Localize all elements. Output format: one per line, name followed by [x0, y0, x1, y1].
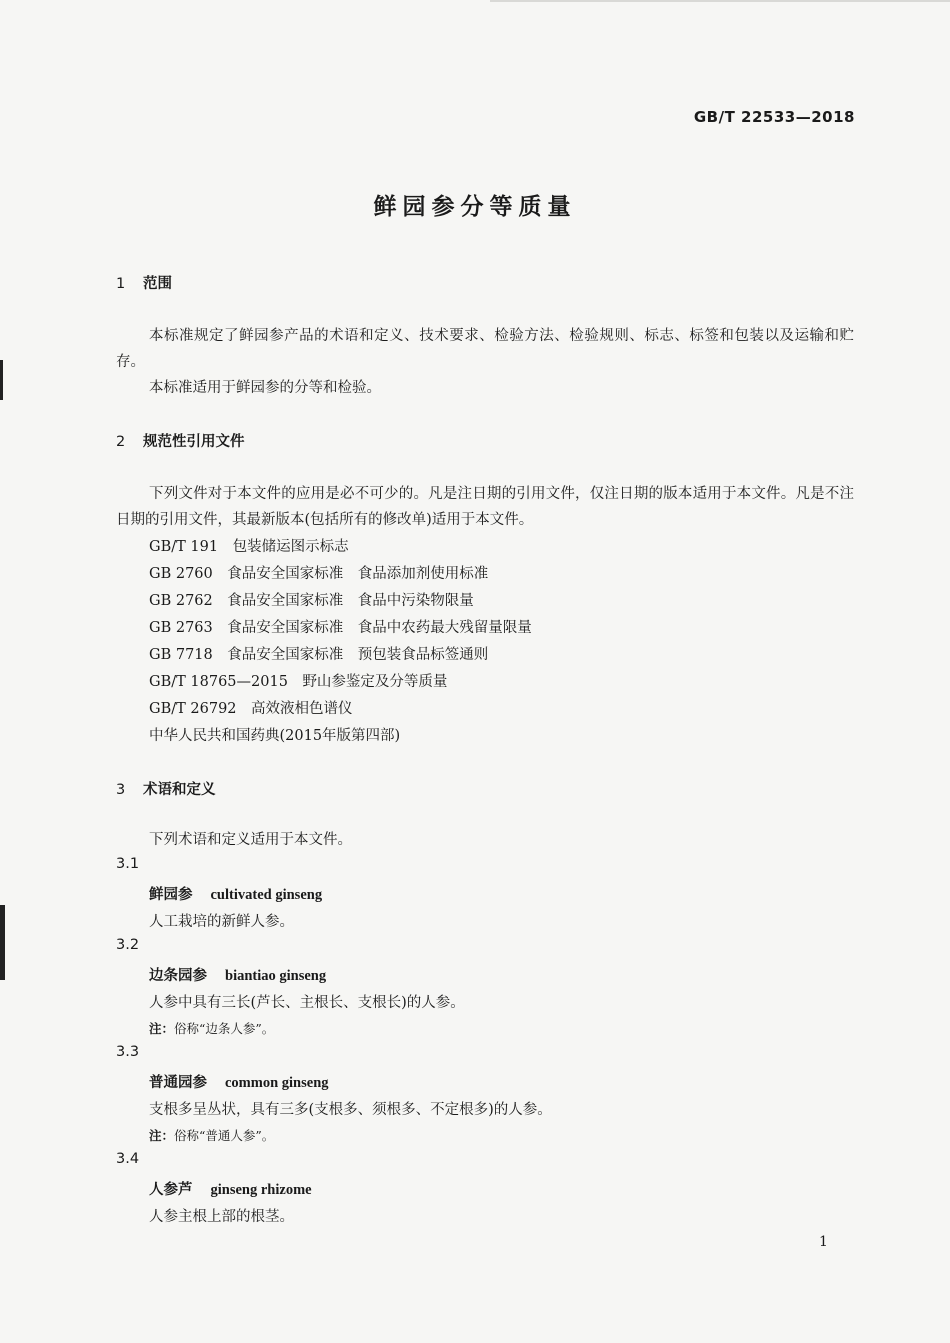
term-number: 3.2 — [116, 937, 140, 953]
reference-title: 包装储运图示标志 — [232, 539, 349, 555]
term-note — [149, 1126, 274, 1144]
reference-code: GB/T 18765—2015 — [149, 674, 288, 690]
section-number: 3 — [116, 782, 126, 798]
term-en: common ginseng — [225, 1075, 329, 1091]
note-text: 俗称“边条人参”。 — [174, 1021, 275, 1036]
reference-code: GB/T 191 — [149, 539, 219, 555]
section-title: 范围 — [143, 276, 172, 292]
section-heading — [116, 272, 172, 293]
reference-item — [149, 670, 447, 691]
paragraph: 下列文件对于本文件的应用是必不可少的。凡是注日期的引用文件，仅注日期的版本适用于本文件。凡是不注日期的引用文件，其最新版本(包括所有的修改单)适用于本文件。 — [116, 486, 854, 528]
paragraph: 下列术语和定义适用于本文件。 — [149, 832, 352, 848]
term-heading — [149, 1071, 329, 1092]
reference-title: 中华人民共和国药典(2015年版第四部) — [149, 728, 401, 744]
note-label: 注： — [149, 1128, 175, 1143]
term-zh: 普通园参 — [149, 1074, 207, 1091]
standard-code: GB/T 22533—2018 — [693, 108, 855, 126]
section-heading — [116, 430, 245, 451]
document-title: 鲜园参分等质量 — [373, 194, 577, 220]
term-heading — [149, 883, 322, 904]
term-en: ginseng rhizome — [210, 1182, 312, 1198]
term-heading — [149, 964, 326, 985]
reference-code: GB 2760 — [149, 566, 213, 582]
reference-item — [149, 589, 474, 610]
reference-title: 高效液相色谱仪 — [251, 701, 353, 717]
section-heading — [116, 778, 216, 799]
term-zh: 人参芦 — [149, 1181, 193, 1198]
term-number: 3.4 — [116, 1151, 140, 1167]
reference-title: 食品安全国家标准 食品添加剂使用标准 — [227, 566, 489, 582]
reference-item — [149, 697, 353, 718]
reference-item — [149, 562, 488, 583]
term-number: 3.3 — [116, 1044, 140, 1060]
reference-code: GB/T 26792 — [149, 701, 237, 717]
reference-item — [149, 616, 532, 637]
reference-code: GB 2763 — [149, 620, 213, 636]
reference-title: 野山参鉴定及分等质量 — [302, 674, 448, 690]
note-text: 俗称“普通人参”。 — [174, 1128, 275, 1143]
scan-mark — [0, 905, 5, 980]
reference-code: GB 7718 — [149, 647, 213, 663]
section-title: 术语和定义 — [143, 782, 216, 798]
reference-item — [149, 535, 349, 556]
note-label: 注： — [149, 1021, 175, 1036]
term-number: 3.1 — [116, 856, 140, 872]
term-definition: 人参中具有三长(芦长、主根长、支根长)的人参。 — [149, 995, 465, 1011]
term-zh: 鲜园参 — [149, 886, 193, 903]
term-en: biantiao ginseng — [225, 968, 327, 984]
scan-edge — [490, 0, 950, 2]
term-definition: 人参主根上部的根茎。 — [149, 1209, 294, 1225]
section-title: 规范性引用文件 — [143, 434, 245, 450]
section-number: 1 — [116, 276, 126, 292]
page-number: 1 — [819, 1234, 828, 1250]
reference-title: 食品安全国家标准 食品中农药最大残留量限量 — [227, 620, 532, 636]
term-zh: 边条园参 — [149, 967, 207, 984]
term-en: cultivated ginseng — [210, 887, 323, 903]
section-number: 2 — [116, 434, 126, 450]
reference-title: 食品安全国家标准 食品中污染物限量 — [227, 593, 474, 609]
term-note — [149, 1019, 274, 1037]
reference-code: GB 2762 — [149, 593, 213, 609]
paragraph: 本标准适用于鲜园参的分等和检验。 — [149, 380, 381, 396]
term-definition: 支根多呈丛状，具有三多(支根多、须根多、不定根多)的人参。 — [149, 1102, 552, 1118]
reference-item — [149, 724, 400, 745]
reference-title: 食品安全国家标准 预包装食品标签通则 — [227, 647, 489, 663]
paragraph: 本标准规定了鲜园参产品的术语和定义、技术要求、检验方法、检验规则、标志、标签和包装以及运输和贮存。 — [116, 328, 854, 370]
scan-mark — [0, 360, 3, 400]
term-heading — [149, 1178, 312, 1199]
term-definition: 人工栽培的新鲜人参。 — [149, 914, 294, 930]
reference-item — [149, 643, 488, 664]
